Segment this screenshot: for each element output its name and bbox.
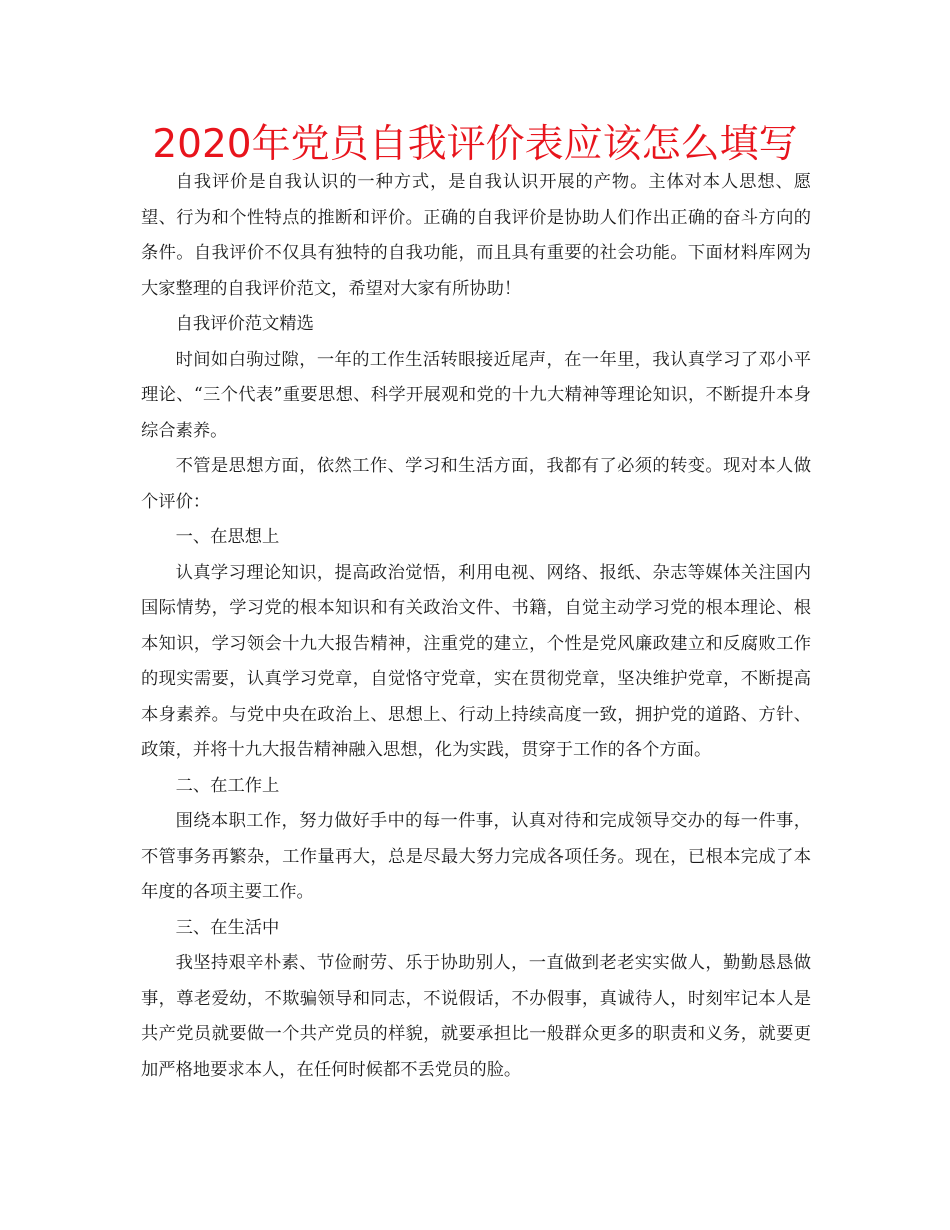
section-heading-work: 二、在工作上 <box>175 775 280 796</box>
paragraph-intro: 自我评价是自我认识的一种方式，是自我认识开展的产物。主体对本人思想、愿望、行为和个性特点的推断和评价。正确的自我评价是协助人们作出正确的奋斗方向的条件。自我评价不仅具有独特的自我功能，而且具有重要的社会功能。下面材料库网为大家整理的自我评价范文，希望对大家有所协助！ <box>141 172 811 299</box>
paragraph-time-passes: 时间如白驹过隙，一年的工作生活转眼接近尾声，在一年里，我认真学习了邓小平理论、“三个代表”重要思想、科学开展观和党的十九大精神等理论知识，不断提升本身综合素养。 <box>141 349 811 441</box>
section-heading-thought: 一、在思想上 <box>175 527 280 547</box>
paragraph-heading-sample: 自我评价范文精选 <box>175 314 314 334</box>
paragraph-thought: 认真学习理论知识，提高政治觉悟，利用电视、网络、报纸、杂志等媒体关注国内国际情势，学习党的根本知识和有关政治文件、书籍，自觉主动学习党的根本理论、根本知识，学习领会十九大报告精神，注重党的建立，个性是党风廉政建立和反腐败工作的现实需要，认真学习党章，自觉恪守党章，实在贯彻党章，坚决维护党章，不断提高本身素养。与党中央在政治上、思想上、行动上持续高度一致，拥护党的道路、方针、政策，并将十九大报告精神融入思想，化为实践，贯穿于工作的各个方面。 <box>141 562 811 760</box>
paragraph-life: 我坚持艰辛朴素、节俭耐劳、乐于协助别人，一直做到老老实实做人，勤勤恳恳做事，尊老爱幼，不欺骗领导和同志，不说假话，不办假事，真诚待人，时刻牢记本人是共产党员就要做一个共产党员的样貌，就要承担比一般群众更多的职责和义务，就要更加严格地要求本人，在任何时候都不丢党员的脸。 <box>141 953 811 1080</box>
paragraph-work: 围绕本职工作，努力做好手中的每一件事，认真对待和完成领导交办的每一件事，不管事务再繁杂，工作量再大，总是尽最大努力完成各项任务。现在，已根本完成了本年度的各项主要工作。 <box>141 811 811 902</box>
document-title: 2020年党员自我评价表应该怎么填写 <box>152 122 798 167</box>
document-body <box>141 165 811 1088</box>
paragraph-changes: 不管是思想方面，依然工作、学习和生活方面，我都有了必须的转变。现对本人做个评价： <box>141 456 811 512</box>
section-heading-life: 三、在生活中 <box>175 917 280 938</box>
